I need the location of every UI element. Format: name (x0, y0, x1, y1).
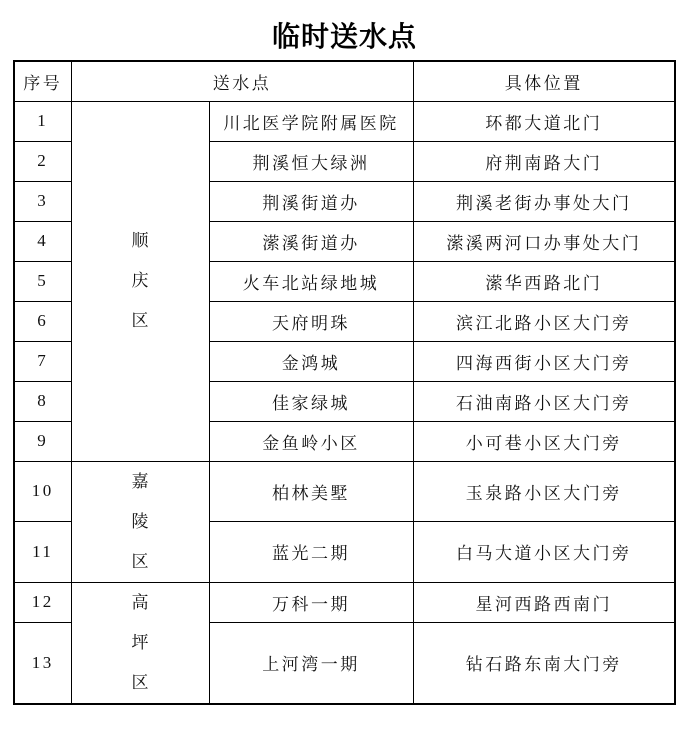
point-cell: 火车北站绿地城 (209, 261, 413, 301)
location-cell: 潆华西路北门 (413, 261, 675, 301)
header-point: 送水点 (71, 61, 413, 101)
row-number: 8 (14, 381, 71, 421)
water-points-table (13, 60, 676, 705)
row-number: 13 (14, 622, 71, 703)
row-number: 2 (14, 141, 71, 181)
point-cell: 荆溪恒大绿洲 (209, 141, 413, 181)
row-number: 11 (14, 522, 71, 583)
table-row (14, 461, 675, 522)
header-index: 序号 (14, 61, 71, 101)
point-cell: 金鸿城 (209, 341, 413, 381)
district-label: 顺庆区 (131, 231, 149, 331)
point-cell: 柏林美墅 (209, 461, 413, 522)
row-number: 9 (14, 421, 71, 461)
row-number: 3 (14, 181, 71, 221)
point-cell: 荆溪街道办 (209, 181, 413, 221)
district-cell (71, 582, 209, 704)
location-cell: 潆溪两河口办事处大门 (413, 221, 675, 261)
row-number: 1 (14, 101, 71, 141)
location-cell: 钻石路东南大门旁 (413, 622, 675, 703)
district-cell (71, 101, 209, 461)
location-cell: 荆溪老街办事处大门 (413, 181, 675, 221)
point-cell: 上河湾一期 (209, 622, 413, 703)
location-cell: 石油南路小区大门旁 (413, 381, 675, 421)
location-cell: 小可巷小区大门旁 (413, 421, 675, 461)
page-title: 临时送水点 (271, 21, 417, 52)
row-number: 4 (14, 221, 71, 261)
header-location: 具体位置 (413, 61, 675, 101)
district-label: 高坪区 (131, 592, 149, 693)
location-cell: 白马大道小区大门旁 (413, 522, 675, 583)
location-cell: 四海西街小区大门旁 (413, 341, 675, 381)
point-cell: 潆溪街道办 (209, 221, 413, 261)
table-header-row (14, 61, 675, 101)
location-cell: 环都大道北门 (413, 101, 675, 141)
point-cell: 天府明珠 (209, 301, 413, 341)
point-cell: 金鱼岭小区 (209, 421, 413, 461)
row-number: 7 (14, 341, 71, 381)
point-cell: 蓝光二期 (209, 522, 413, 583)
table-row (14, 101, 675, 141)
district-label: 嘉陵区 (131, 471, 149, 572)
location-cell: 府荆南路大门 (413, 141, 675, 181)
row-number: 5 (14, 261, 71, 301)
row-number: 12 (14, 582, 71, 622)
point-cell: 万科一期 (209, 582, 413, 622)
point-cell: 佳家绿城 (209, 381, 413, 421)
point-cell: 川北医学院附属医院 (209, 101, 413, 141)
row-number: 10 (14, 461, 71, 522)
location-cell: 玉泉路小区大门旁 (413, 461, 675, 522)
location-cell: 滨江北路小区大门旁 (413, 301, 675, 341)
location-cell: 星河西路西南门 (413, 582, 675, 622)
table-row (14, 582, 675, 622)
district-cell (71, 461, 209, 582)
row-number: 6 (14, 301, 71, 341)
